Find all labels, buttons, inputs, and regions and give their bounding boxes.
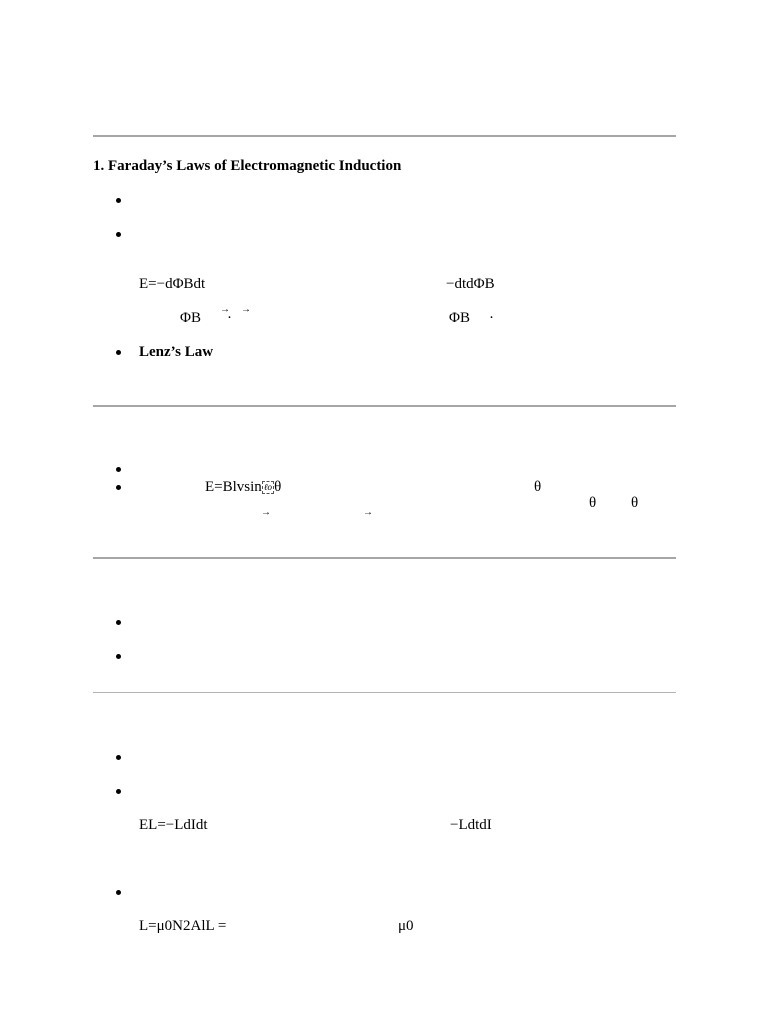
bullet-point [116, 654, 121, 659]
bullet-point [116, 755, 121, 760]
bullet-point [116, 890, 121, 895]
vector-arrow-a: → [241, 304, 251, 315]
vector-arrow-v: → [261, 507, 271, 518]
theta-symbol: θ [589, 495, 597, 511]
mu0-symbol: μ0 [398, 918, 414, 934]
flux-right-dot: · [489, 310, 494, 326]
emf-equation-right: −dtdΦB [446, 276, 495, 292]
bullet-point [116, 789, 121, 794]
bullet-point [116, 198, 121, 203]
divider-top [93, 135, 676, 137]
divider-section-4 [93, 692, 676, 693]
theta-symbol: θ [534, 479, 542, 495]
theta-symbol: θ [274, 479, 282, 495]
bullet-point [116, 232, 121, 237]
flux-symbol-left: ΦB [180, 310, 201, 326]
bullet-point [116, 350, 121, 355]
dot-product-symbol: · [227, 310, 232, 326]
divider-section-2 [93, 405, 676, 407]
flux-symbol-right: ΦB [449, 310, 470, 326]
bullet-point [116, 485, 121, 490]
vector-arrow-b: → [220, 304, 230, 315]
self-emf-equation-right: −LdtdI [450, 817, 492, 833]
theta-symbol: θ [631, 495, 639, 511]
divider-section-3 [93, 557, 676, 559]
inductance-formula: L=μ0N2AlL = [139, 918, 227, 934]
lenz-law-label: Lenz’s Law [139, 344, 214, 360]
vector-arrow-b: → [363, 507, 373, 518]
bullet-point [116, 467, 121, 472]
self-emf-equation-left: EL=−LdIdt [139, 817, 208, 833]
missing-glyph-icon: ℓo [263, 482, 273, 492]
bullet-point [116, 620, 121, 625]
motional-emf-prefix: E=Blvsin [205, 479, 262, 495]
section-heading-faraday: 1. Faraday’s Laws of Electromagnetic Induction [93, 158, 402, 174]
motional-emf-equation [205, 478, 281, 496]
emf-equation-left: E=−dΦBdt [139, 276, 206, 292]
